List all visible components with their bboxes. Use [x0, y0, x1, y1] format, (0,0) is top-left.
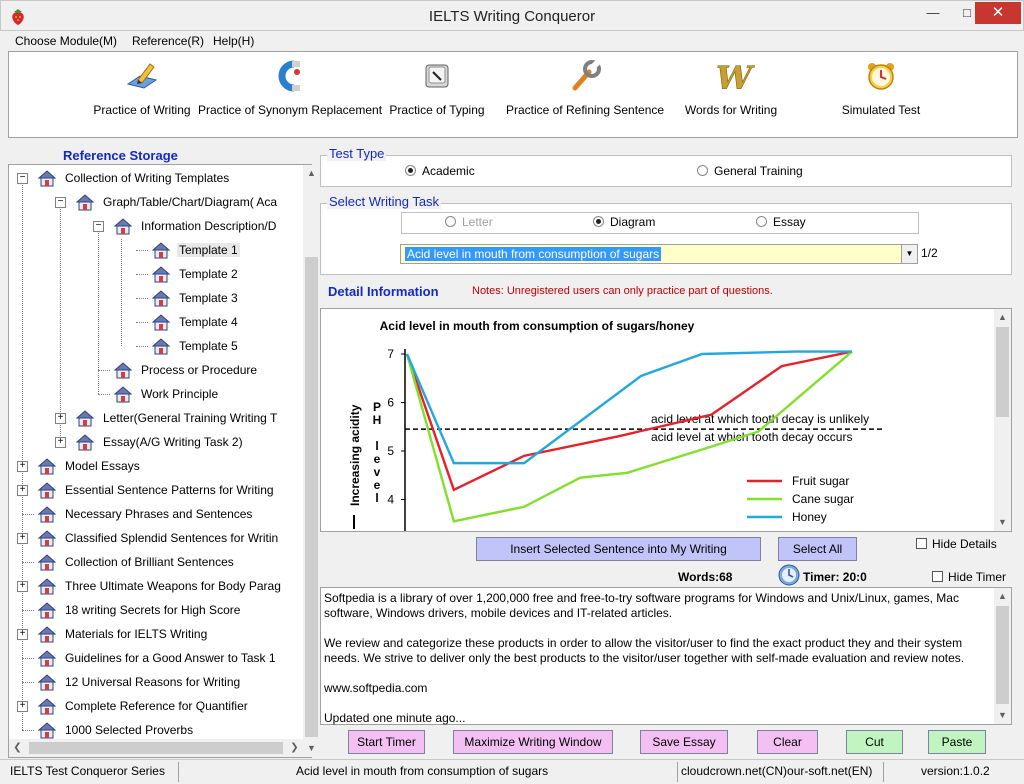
tree-node-label: Collection of Writing Templates: [65, 171, 230, 185]
radio-dot: [593, 216, 604, 227]
scroll-down-arrow-icon[interactable]: ▼: [998, 710, 1007, 720]
letter-w-icon: [713, 58, 752, 97]
status-separator: [178, 762, 179, 782]
house-icon: [37, 624, 57, 644]
chart-title: Acid level in mouth from consumption of sugars/honey: [379, 319, 695, 333]
radio-essay[interactable]: [756, 215, 806, 229]
house-icon: [75, 408, 95, 428]
status-separator: [677, 762, 678, 782]
expand-plus-icon[interactable]: +: [55, 413, 66, 424]
radio-dot: [445, 216, 456, 227]
stopwatch-icon: [777, 563, 801, 585]
collapse-minus-icon[interactable]: −: [55, 197, 66, 208]
tree-node-label: Three Ultimate Weapons for Body Parag: [65, 579, 281, 593]
tree-node-label: Graph/Table/Chart/Diagram( Aca: [103, 195, 278, 209]
chart-outer-ylabel: Increasing acidity: [348, 404, 362, 506]
radio-general-training-label: General Training: [714, 164, 803, 178]
tree-node-label: Process or Procedure: [141, 363, 258, 377]
tree-connector: [22, 514, 34, 515]
maximize-writing-window-button[interactable]: Maximize Writing Window: [453, 730, 613, 754]
house-icon: [37, 528, 57, 548]
house-icon: [37, 552, 57, 572]
tree-guide-line: [121, 239, 122, 346]
svg-text:W: W: [716, 59, 752, 97]
expand-plus-icon[interactable]: +: [17, 533, 28, 544]
chart-inner-ylabel-letter: P: [372, 400, 382, 414]
house-icon: [37, 456, 57, 476]
expand-plus-icon[interactable]: +: [17, 701, 28, 712]
refining-sentence-button[interactable]: [503, 58, 667, 117]
tree-guide-line: [22, 175, 23, 730]
tree-node-label: Template 3: [179, 291, 238, 305]
insert-sentence-button[interactable]: Insert Selected Sentence into My Writing: [476, 537, 761, 561]
tree-connector: [22, 658, 34, 659]
scroll-up-arrow-icon[interactable]: ▲: [998, 312, 1007, 322]
words-for-writing-button[interactable]: [681, 58, 781, 117]
synonym-replacement-label: Practice of Synonym Replacement: [197, 103, 383, 117]
scroll-right-arrow-icon[interactable]: ❯: [290, 742, 299, 753]
status-app-name: IELTS Test Conqueror Series: [10, 764, 165, 778]
house-icon: [151, 336, 171, 356]
tree-vertical-scrollbar[interactable]: [303, 165, 320, 757]
tree-connector: [22, 730, 34, 731]
simulated-test-label: Simulated Test: [841, 103, 921, 117]
house-icon: [37, 600, 57, 620]
topic-select[interactable]: [400, 244, 918, 264]
chart-ytick-label: 6: [387, 395, 394, 410]
house-icon: [151, 312, 171, 332]
menu-bar: [8, 31, 1018, 51]
radio-letter[interactable]: [445, 215, 493, 229]
select-all-button[interactable]: Select All: [778, 537, 857, 561]
legend-label: Cane sugar: [792, 492, 855, 506]
chevron-down-icon[interactable]: ▼: [901, 245, 917, 263]
checkbox-box: [916, 538, 927, 549]
radio-letter-label: Letter: [462, 215, 493, 229]
tree-connector: [22, 562, 34, 563]
expand-plus-icon[interactable]: +: [17, 485, 28, 496]
chart-ytick-label: 5: [387, 444, 394, 458]
words-for-writing-label: Words for Writing: [684, 103, 778, 117]
house-icon: [113, 216, 133, 236]
tree-hscroll-thumb[interactable]: [29, 742, 283, 754]
practice-writing-label: Practice of Writing: [93, 103, 191, 117]
house-icon: [75, 432, 95, 452]
radio-dot: [697, 165, 708, 176]
tree-node-label: Materials for IELTS Writing: [65, 627, 208, 641]
magnet-icon: [272, 58, 308, 94]
pen-paper-icon: [124, 58, 160, 94]
word-count: Words:68: [678, 570, 733, 584]
tree-node-label: Essential Sentence Patterns for Writing: [65, 483, 274, 497]
typewriter-key-icon: [419, 58, 455, 94]
tree-scroll-thumb[interactable]: [305, 257, 318, 737]
hide-details-checkbox[interactable]: [916, 537, 997, 551]
maximize-button[interactable]: □: [963, 5, 971, 20]
test-type-legend: Test Type: [329, 146, 385, 161]
tree-connector: [136, 346, 148, 347]
house-icon: [113, 360, 133, 380]
tree-node-label: Template 2: [179, 267, 238, 281]
tree-connector: [136, 274, 148, 275]
topic-select-value: Acid level in mouth from consumption of sugars: [407, 247, 660, 261]
house-icon: [75, 192, 95, 212]
house-icon: [37, 480, 57, 500]
scroll-up-arrow-icon[interactable]: ▲: [307, 168, 316, 178]
house-icon: [37, 696, 57, 716]
acid-level-chart: [321, 309, 994, 531]
house-icon: [37, 672, 57, 692]
house-icon: [151, 240, 171, 260]
legend-label: Honey: [792, 510, 827, 524]
writing-task-legend: Select Writing Task: [329, 194, 440, 209]
scroll-down-arrow-icon[interactable]: ▼: [307, 743, 316, 753]
tree-connector: [22, 610, 34, 611]
tree-node-label: Template 5: [179, 339, 238, 353]
checkbox-box: [932, 571, 943, 582]
menu-reference[interactable]: Reference(R): [132, 34, 205, 48]
tree-connector: [22, 682, 34, 683]
tree-guide-line: [98, 226, 99, 394]
essay-text[interactable]: Softpedia is a library of over 1,200,000 free and free-to-try software programs for Windows and Unix/Linux, games, Mac software, Windows drivers, mobile devices and IT-related articles. We review and categorize these products in order to allow the visitor/user to find the exact product they and their system needs. We strive to deliver only the best products to the visitor/user together with self-made evaluation and review notes. www.softpedia.com Updated one minute ago...: [324, 591, 965, 725]
tree-node-label: Essay(A/G Writing Task 2): [103, 435, 243, 449]
chart-inner-ylabel-letter: l: [375, 439, 379, 453]
detail-chart-panel: [320, 308, 1012, 532]
chart-inner-ylabel-letter: l: [375, 491, 379, 505]
essay-scroll-thumb[interactable]: [996, 606, 1009, 704]
chart-inner-ylabel-letter: e: [373, 478, 381, 492]
timer-display: Timer: 20:0: [803, 570, 867, 584]
chart-scroll-thumb[interactable]: [996, 327, 1009, 417]
chart-inner-ylabel-letter: e: [373, 452, 381, 466]
synonym-replacement-button[interactable]: [195, 58, 385, 117]
tree-node-label: Model Essays: [65, 459, 140, 473]
house-icon: [113, 384, 133, 404]
tree-connector: [98, 370, 110, 371]
house-icon: [37, 504, 57, 524]
title-bar: [0, 0, 1024, 31]
chart-inner-ylabel: [373, 400, 382, 505]
essay-vertical-scrollbar[interactable]: [994, 588, 1011, 724]
legend-label: Fruit sugar: [792, 474, 850, 488]
tree-node-label: Template 4: [179, 315, 238, 329]
reference-storage-heading: Reference Storage: [63, 148, 178, 163]
tree-connector: [136, 322, 148, 323]
tree-connector: [136, 250, 148, 251]
menu-help[interactable]: Help(H): [213, 34, 255, 48]
collapse-minus-icon[interactable]: −: [17, 173, 28, 184]
expand-plus-icon[interactable]: +: [17, 629, 28, 640]
expand-plus-icon[interactable]: +: [17, 581, 28, 592]
tree-node-label: 12 Universal Reasons for Writing: [65, 675, 241, 689]
radio-academic[interactable]: [405, 164, 475, 178]
radio-diagram-label: Diagram: [610, 215, 656, 229]
house-icon: [37, 168, 57, 188]
alarm-clock-icon: [863, 58, 899, 94]
practice-writing-button[interactable]: [92, 58, 192, 117]
reference-tree: [8, 164, 316, 758]
unregistered-notes: Notes: Unregistered users can only practice part of questions.: [472, 285, 773, 297]
house-icon: [151, 264, 171, 284]
radio-diagram[interactable]: [593, 215, 655, 229]
radio-dot: [405, 165, 416, 176]
practice-typing-label: Practice of Typing: [389, 103, 485, 117]
house-icon: [151, 288, 171, 308]
topic-page-indicator: 1/2: [921, 246, 938, 260]
tree-node-label: Collection of Brilliant Sentences: [65, 555, 234, 569]
hide-timer-checkbox[interactable]: [932, 570, 1006, 584]
threshold-label-above: acid level at which tooth decay is unlikely: [651, 412, 870, 427]
paste-button[interactable]: Paste: [928, 730, 986, 754]
essay-textarea[interactable]: [320, 587, 1012, 725]
tree-guide-line: [60, 202, 61, 442]
radio-general-training[interactable]: [697, 164, 803, 178]
menu-choose-module[interactable]: Choose Module(M): [15, 34, 118, 48]
chart-ytick-label: 4: [387, 492, 394, 507]
tree-node-label: Letter(General Training Writing T: [103, 411, 278, 425]
tree-node-label: Complete Reference for Quantifier: [65, 699, 248, 713]
scroll-left-arrow-icon[interactable]: ❮: [13, 742, 22, 753]
tree-node-label: Template 1: [179, 243, 238, 257]
test-type-group: [320, 146, 1012, 187]
expand-plus-icon[interactable]: +: [55, 437, 66, 448]
tree-node-label: 1000 Selected Proverbs: [65, 723, 194, 737]
radio-dot: [756, 216, 767, 227]
close-button[interactable]: ✕: [975, 2, 1021, 24]
writing-task-group: [320, 194, 1012, 275]
house-icon: [37, 648, 57, 668]
tree-node-label: 18 writing Secrets for High Score: [65, 603, 241, 617]
refining-sentence-label: Practice of Refining Sentence: [505, 103, 665, 117]
wrench-icon: [567, 58, 603, 94]
cut-button[interactable]: Cut: [846, 730, 903, 754]
chart-ytick-label: 7: [387, 347, 394, 361]
threshold-label-below: acid level at which tooth decay occurs: [651, 430, 853, 445]
house-icon: [37, 576, 57, 596]
start-timer-button[interactable]: Start Timer: [348, 730, 425, 754]
module-toolbar: [8, 51, 1018, 138]
scroll-down-arrow-icon[interactable]: ▼: [998, 517, 1007, 527]
status-version: version:1.0.2: [921, 764, 990, 778]
tree-node-label: Information Description/D: [141, 219, 277, 233]
practice-typing-button[interactable]: [387, 58, 487, 117]
tree-node-label: Necessary Phrases and Sentences: [65, 507, 253, 521]
status-site-link[interactable]: cloudcrown.net(CN)our-soft.net(EN): [681, 764, 873, 778]
hide-details-label: Hide Details: [932, 537, 997, 551]
hide-timer-label: Hide Timer: [948, 570, 1007, 584]
expand-plus-icon[interactable]: +: [17, 461, 28, 472]
window-title: IELTS Writing Conqueror: [428, 8, 596, 25]
status-topic: Acid level in mouth from consumption of sugars: [296, 764, 549, 778]
minimize-button[interactable]: —: [926, 5, 940, 20]
tree-node-label: Work Principle: [141, 387, 219, 401]
clear-button[interactable]: Clear: [757, 730, 818, 754]
chart-inner-ylabel-letter: v: [373, 465, 381, 479]
status-separator: [883, 762, 884, 782]
save-essay-button[interactable]: Save Essay: [640, 730, 728, 754]
collapse-minus-icon[interactable]: −: [93, 221, 104, 232]
house-icon: [37, 720, 57, 740]
tree-connector: [136, 298, 148, 299]
chart-inner-ylabel-letter: H: [372, 413, 382, 427]
status-bar: [0, 759, 1024, 784]
tree-node-label: Guidelines for a Good Answer to Task 1: [65, 651, 276, 665]
tree-horizontal-scrollbar[interactable]: [9, 739, 303, 757]
simulated-test-button[interactable]: [831, 58, 931, 117]
tree-connector: [98, 394, 110, 395]
detail-information-heading: Detail Information: [328, 284, 439, 299]
tree-node-label: Classified Splendid Sentences for Writin: [65, 531, 279, 545]
chart-vertical-scrollbar[interactable]: [994, 309, 1011, 531]
radio-essay-label: Essay: [773, 215, 806, 229]
scroll-up-arrow-icon[interactable]: ▲: [998, 591, 1007, 601]
radio-academic-label: Academic: [422, 164, 475, 178]
